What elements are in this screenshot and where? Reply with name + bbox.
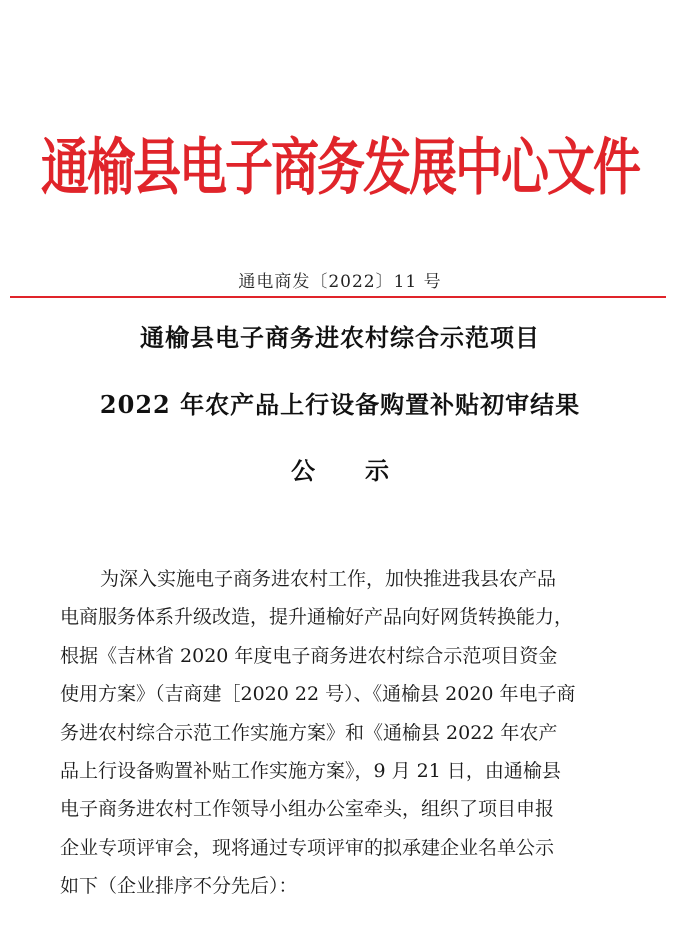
- body-paragraph: [60, 560, 640, 906]
- red-divider-line: [10, 296, 666, 298]
- body-line: 务进农村综合示范工作实施方案》和《通榆县 2022 年农产: [60, 721, 558, 744]
- body-line: 品上行设备购置补贴工作实施方案》，9 月 21 日，由通榆县: [60, 760, 561, 783]
- body-line: 为深入实施电子商务进农村工作，加快推进我县农产品: [100, 568, 557, 590]
- body-line: 使用方案》（吉商建［2020 22 号）、《通榆县 2020 年电子商: [60, 683, 576, 706]
- notice-title-line-3: 公示: [291, 456, 439, 485]
- body-line: 电商服务体系升级改造，提升通榆好产品向好网货转换能力，: [60, 606, 574, 629]
- body-line: 企业专项评审会，现将通过专项评审的拟承建企业名单公示: [60, 836, 555, 859]
- notice-title-line-2: 2022 年农产品上行设备购置补贴初审结果: [99, 390, 581, 419]
- body-line: 电子商务进农村工作领导小组办公室牵头，组织了项目申报: [60, 798, 555, 821]
- body-line: 根据《吉林省 2020 年度电子商务进农村综合示范项目资金: [60, 644, 558, 667]
- notice-title-line-1: 通榆县电子商务进农村综合示范项目: [140, 323, 540, 352]
- body-line: 如下（企业排序不分先后）：: [60, 875, 298, 898]
- masthead-title: 通榆县电子商务发展中心文件: [40, 132, 639, 204]
- document-number: 通电商发〔2022〕11 号: [238, 272, 442, 292]
